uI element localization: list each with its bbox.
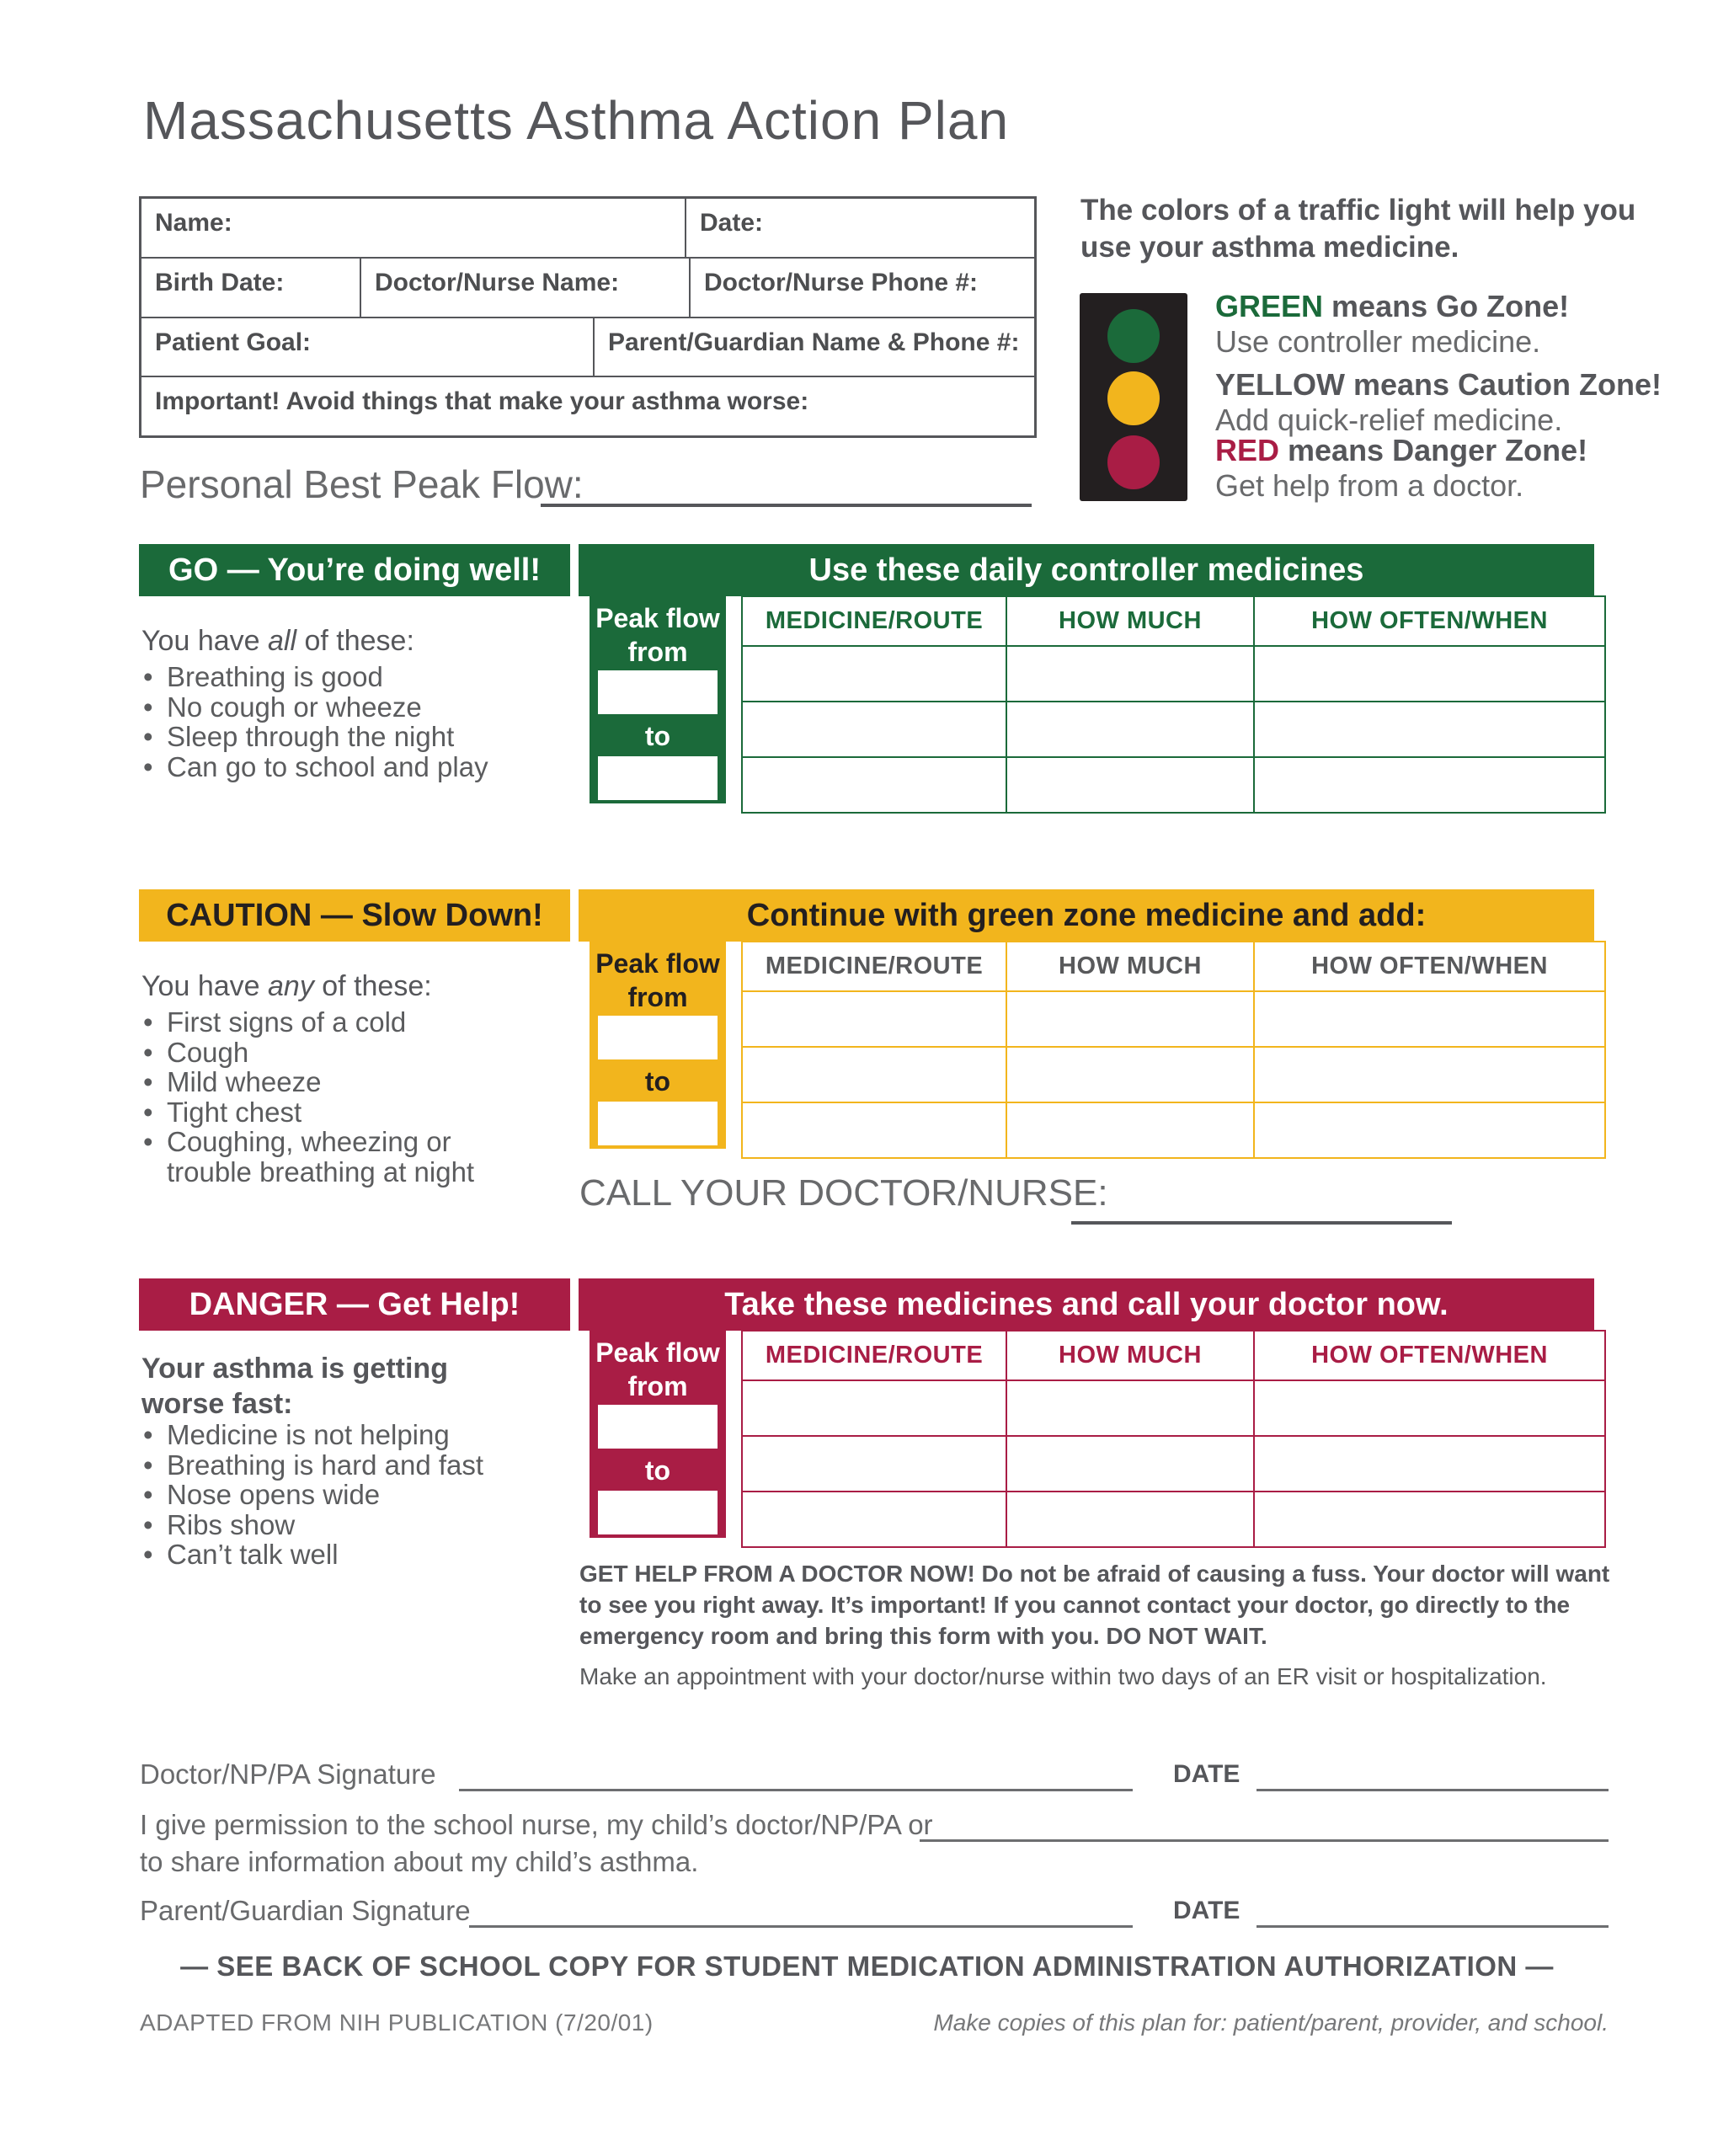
red-zone-desc: Get help from a doctor.	[1215, 468, 1524, 503]
traffic-light-red-lamp-icon	[1107, 435, 1160, 489]
symptom-item: • Can’t talk well	[141, 1540, 504, 1570]
source-attribution: ADAPTED FROM NIH PUBLICATION (7/20/01)	[140, 2009, 654, 2036]
how-often-cell[interactable]	[1254, 1436, 1605, 1492]
caution-medicine-table	[741, 941, 1606, 1159]
caution-medicine-row	[742, 1047, 1605, 1102]
go-peak-flow-from-label: Peak flow from	[595, 603, 720, 667]
danger-peak-flow-from-input[interactable]	[598, 1405, 718, 1449]
how-much-cell[interactable]	[1006, 757, 1254, 813]
danger-peak-flow-to-label: to	[644, 1455, 671, 1486]
parent-date-label: DATE	[1173, 1897, 1240, 1924]
symptom-item: • Ribs show	[141, 1510, 504, 1540]
doctor-date-input-line[interactable]	[1256, 1762, 1609, 1791]
go-peak-flow-column	[590, 596, 726, 803]
copies-instruction: Make copies of this plan for: patient/parent, provider, and school.	[933, 2009, 1609, 2036]
go-zone-title: GO — You’re doing well!	[139, 544, 570, 596]
column-header-how-much: HOW MUCH	[1006, 1331, 1254, 1380]
how-much-cell[interactable]	[1006, 646, 1254, 702]
go-peak-flow-to-input[interactable]	[598, 756, 718, 800]
red-word: RED	[1215, 433, 1280, 467]
permission-text-line2: to share information about my child’s asthma.	[140, 1846, 699, 1877]
caution-peak-flow-column	[590, 942, 726, 1149]
parent-date-input-line[interactable]	[1256, 1898, 1609, 1928]
danger-zone-header: Take these medicines and call your doctor now.	[579, 1278, 1594, 1331]
medicine-route-cell[interactable]	[742, 646, 1006, 702]
call-doctor-input-line[interactable]	[1071, 1221, 1452, 1225]
er-followup-text: Make an appointment with your doctor/nurse within two days of an ER visit or hospitalization.	[579, 1663, 1547, 1689]
column-header-medicine-route: MEDICINE/ROUTE	[742, 942, 1006, 991]
medicine-route-cell[interactable]	[742, 757, 1006, 813]
parent-guardian-field[interactable]: Parent/Guardian Name & Phone #:	[593, 318, 1034, 376]
personal-best-peak-flow-input-line[interactable]	[541, 467, 1032, 507]
go-medicine-row	[742, 646, 1605, 702]
column-header-medicine-route: MEDICINE/ROUTE	[742, 596, 1006, 646]
symptom-item: • Breathing is hard and fast	[141, 1450, 504, 1481]
caution-peak-flow-from-input[interactable]	[598, 1016, 718, 1059]
symptom-item: • Coughing, wheezing or trouble breathing at night	[141, 1127, 504, 1187]
danger-zone-symptom-list	[141, 1420, 504, 1570]
symptom-item: • Can go to school and play	[141, 752, 504, 782]
danger-medicine-row	[742, 1492, 1605, 1547]
danger-zone-symptoms-intro: Your asthma is getting worse fast:	[141, 1353, 448, 1420]
go-medicine-table-header	[742, 596, 1605, 646]
caution-zone-header: Continue with green zone medicine and add:	[579, 889, 1594, 942]
symptom-item: • Breathing is good	[141, 662, 504, 692]
danger-medicine-row	[742, 1380, 1605, 1436]
danger-peak-flow-from-label: Peak flow from	[595, 1337, 720, 1401]
danger-medicine-table	[741, 1330, 1606, 1548]
doctor-date-label: DATE	[1173, 1760, 1240, 1788]
go-medicine-table	[741, 595, 1606, 814]
column-header-how-often: HOW OFTEN/WHEN	[1254, 1331, 1605, 1380]
how-often-cell[interactable]	[1254, 702, 1605, 757]
danger-peak-flow-to-input[interactable]	[598, 1491, 718, 1534]
red-rest: means Danger Zone!	[1279, 433, 1588, 467]
permission-input-line[interactable]	[920, 1812, 1609, 1842]
traffic-light-intro: The colors of a traffic light will help you use your asthma medicine.	[1080, 194, 1636, 264]
go-peak-flow-from-input[interactable]	[598, 670, 718, 714]
go-zone-symptom-list	[141, 662, 504, 782]
see-back-notice: — SEE BACK OF SCHOOL COPY FOR STUDENT MEDICATION ADMINISTRATION AUTHORIZATION —	[180, 1951, 1554, 1982]
name-field[interactable]: Name:	[155, 209, 232, 237]
caution-medicine-row	[742, 1102, 1605, 1158]
green-zone-legend	[1215, 290, 1569, 323]
how-much-cell[interactable]	[1006, 1380, 1254, 1436]
personal-best-peak-flow-label: Personal Best Peak Flow:	[140, 462, 584, 506]
column-header-how-much: HOW MUCH	[1006, 596, 1254, 646]
how-often-cell[interactable]	[1254, 1492, 1605, 1547]
symptom-item: • Nose opens wide	[141, 1480, 504, 1510]
yellow-zone-desc: Add quick-relief medicine.	[1215, 403, 1563, 437]
traffic-light-yellow-lamp-icon	[1107, 371, 1160, 425]
medicine-route-cell[interactable]	[742, 1047, 1006, 1102]
caution-medicine-row	[742, 991, 1605, 1047]
permission-text-line1: I give permission to the school nurse, my child’s doctor/NP/PA or	[140, 1809, 933, 1840]
get-help-warning-text: GET HELP FROM A DOCTOR NOW! Do not be afraid of causing a fuss. Your doctor will want to see you right away. It’s important! If you cannot contact your doctor, go directly to the emergency room and bring this form with you. DO NOT WAIT.	[579, 1561, 1610, 1649]
green-word: GREEN	[1215, 289, 1324, 323]
how-often-cell[interactable]	[1254, 1102, 1605, 1158]
info-row-1	[141, 199, 1034, 257]
info-row-2	[141, 257, 1034, 317]
symptom-item: • First signs of a cold	[141, 1007, 504, 1038]
traffic-light-icon	[1080, 293, 1187, 501]
medicine-route-cell[interactable]	[742, 1436, 1006, 1492]
column-header-how-much: HOW MUCH	[1006, 942, 1254, 991]
green-rest: means Go Zone!	[1323, 289, 1570, 323]
medicine-route-cell[interactable]	[742, 702, 1006, 757]
column-header-how-often: HOW OFTEN/WHEN	[1254, 596, 1605, 646]
go-zone-header: Use these daily controller medicines	[579, 544, 1594, 596]
medicine-route-cell[interactable]	[742, 1492, 1006, 1547]
patient-goal-field[interactable]: Patient Goal:	[155, 328, 312, 356]
patient-info-table	[139, 196, 1037, 438]
symptom-item: • Tight chest	[141, 1097, 504, 1128]
go-peak-flow-to-label: to	[644, 721, 671, 751]
how-much-cell[interactable]	[1006, 1436, 1254, 1492]
doctor-nurse-name-field[interactable]: Doctor/Nurse Name:	[360, 259, 689, 317]
medicine-route-cell[interactable]	[742, 1380, 1006, 1436]
caution-zone-title: CAUTION — Slow Down!	[139, 889, 570, 942]
parent-signature-label: Parent/Guardian Signature	[140, 1895, 471, 1926]
birth-date-field[interactable]: Birth Date:	[155, 268, 285, 296]
symptom-item: • Medicine is not helping	[141, 1420, 504, 1450]
go-medicine-row	[742, 757, 1605, 813]
symptom-item: • Mild wheeze	[141, 1067, 504, 1097]
medicine-route-cell[interactable]	[742, 991, 1006, 1047]
symptom-item: • Sleep through the night	[141, 722, 504, 752]
how-much-cell[interactable]	[1006, 702, 1254, 757]
go-zone-symptoms-intro: You have all of these:	[141, 625, 414, 657]
avoid-triggers-field[interactable]: Important! Avoid things that make your asthma worse:	[155, 387, 809, 416]
traffic-light-green-lamp-icon	[1107, 309, 1160, 363]
how-often-cell[interactable]	[1254, 1047, 1605, 1102]
danger-medicine-table-header	[742, 1331, 1605, 1380]
doctor-signature-input-line[interactable]	[459, 1762, 1133, 1791]
caution-peak-flow-to-input[interactable]	[598, 1102, 718, 1145]
danger-peak-flow-column	[590, 1331, 726, 1538]
red-zone-legend	[1215, 434, 1587, 467]
page-title: Massachusetts Asthma Action Plan	[143, 90, 1010, 151]
how-often-cell[interactable]	[1254, 646, 1605, 702]
caution-zone-symptoms-intro: You have any of these:	[141, 970, 432, 1002]
info-row-4	[141, 376, 1034, 435]
how-often-cell[interactable]	[1254, 991, 1605, 1047]
column-header-medicine-route: MEDICINE/ROUTE	[742, 1331, 1006, 1380]
medicine-route-cell[interactable]	[742, 1102, 1006, 1158]
how-often-cell[interactable]	[1254, 1380, 1605, 1436]
how-often-cell[interactable]	[1254, 757, 1605, 813]
caution-medicine-table-header	[742, 942, 1605, 991]
yellow-zone-legend: YELLOW means Caution Zone!	[1215, 367, 1662, 402]
caution-peak-flow-from-label: Peak flow from	[595, 948, 720, 1012]
how-much-cell[interactable]	[1006, 1492, 1254, 1547]
column-header-how-often: HOW OFTEN/WHEN	[1254, 942, 1605, 991]
date-field[interactable]: Date:	[685, 199, 1034, 257]
doctor-nurse-phone-field[interactable]: Doctor/Nurse Phone #:	[689, 259, 1034, 317]
green-zone-desc: Use controller medicine.	[1215, 324, 1541, 359]
call-doctor-label: CALL YOUR DOCTOR/NURSE:	[579, 1172, 1108, 1214]
go-medicine-row	[742, 702, 1605, 757]
info-row-3	[141, 317, 1034, 376]
doctor-signature-label: Doctor/NP/PA Signature	[140, 1758, 436, 1790]
how-much-cell[interactable]	[1006, 1102, 1254, 1158]
symptom-item: • No cough or wheeze	[141, 692, 504, 723]
caution-peak-flow-to-label: to	[644, 1066, 671, 1097]
danger-zone-title: DANGER — Get Help!	[139, 1278, 570, 1331]
symptom-item: • Cough	[141, 1038, 504, 1068]
caution-zone-symptom-list	[141, 1007, 504, 1187]
how-much-cell[interactable]	[1006, 1047, 1254, 1102]
parent-signature-input-line[interactable]	[469, 1898, 1133, 1928]
danger-medicine-row	[742, 1436, 1605, 1492]
how-much-cell[interactable]	[1006, 991, 1254, 1047]
